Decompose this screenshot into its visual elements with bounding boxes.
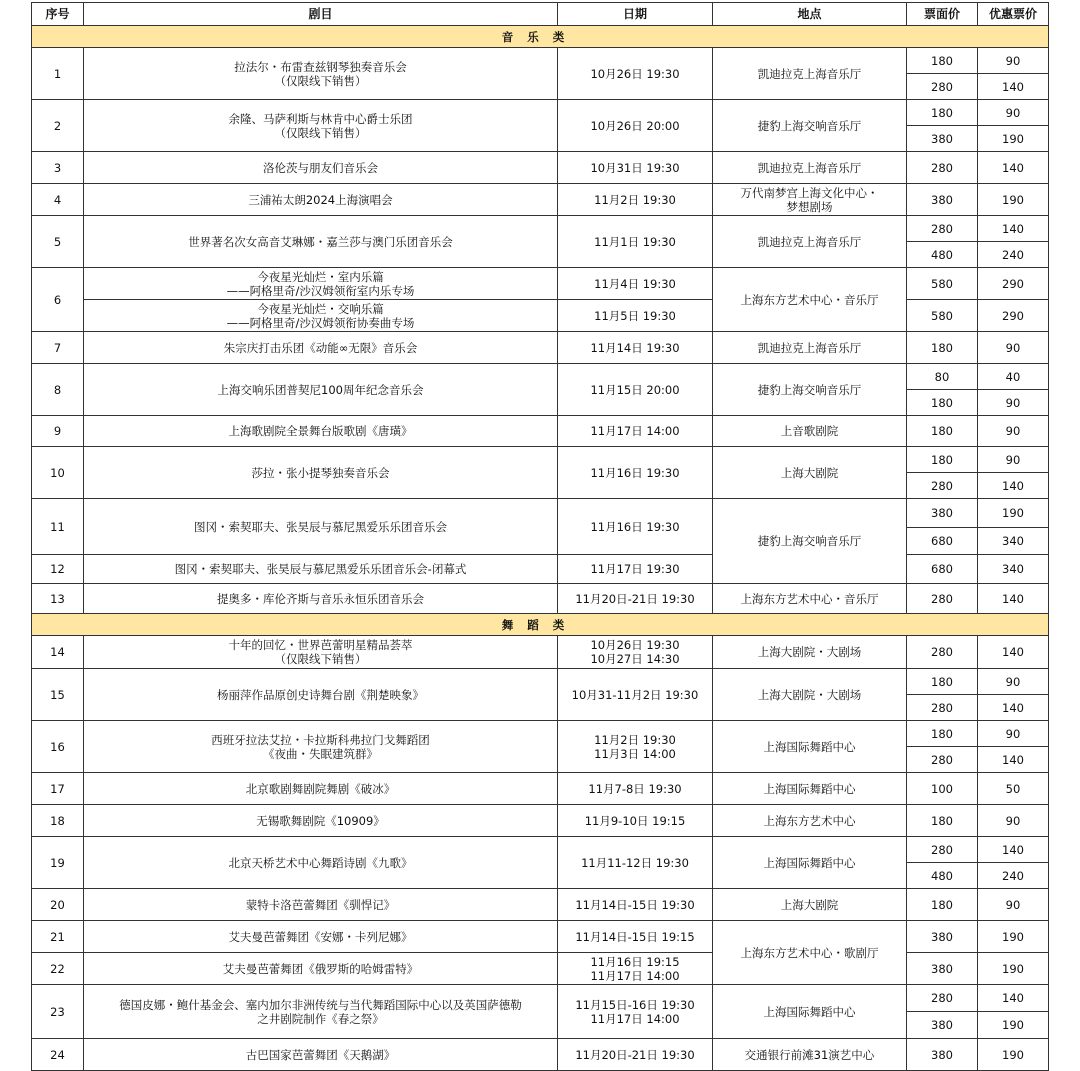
row-number: 10: [32, 447, 84, 499]
table-row: [32, 721, 1049, 747]
discount-price: 90: [978, 889, 1049, 921]
row-number: 1: [32, 48, 84, 100]
row-number: 17: [32, 773, 84, 805]
program-title: 艾夫曼芭蕾舞团《安娜・卡列尼娜》: [84, 921, 558, 953]
face-price: 280: [907, 985, 978, 1012]
program-date: 10月26日 19:30: [558, 48, 713, 100]
program-venue: 凯迪拉克上海音乐厅: [713, 216, 907, 268]
program-date: 11月15日-16日 19:30 11月17日 14:00: [558, 985, 713, 1039]
program-title: 拉法尔・布雷查兹钢琴独奏音乐会 （仅限线下销售）: [84, 48, 558, 100]
discount-price: 190: [978, 499, 1049, 528]
program-date: 10月26日 19:30 10月27日 14:30: [558, 636, 713, 669]
program-title: 莎拉・张小提琴独奏音乐会: [84, 447, 558, 499]
row-number: 2: [32, 100, 84, 152]
row-number: 13: [32, 584, 84, 614]
discount-price: 190: [978, 184, 1049, 216]
header-venue: 地点: [713, 3, 907, 26]
header-date: 日期: [558, 3, 713, 26]
category-row: [32, 614, 1049, 636]
discount-price: 140: [978, 152, 1049, 184]
row-number: 14: [32, 636, 84, 669]
face-price: 680: [907, 528, 978, 555]
face-price: 180: [907, 416, 978, 447]
row-number: 12: [32, 555, 84, 584]
face-price: 380: [907, 953, 978, 985]
program-date: 11月9-10日 19:15: [558, 805, 713, 837]
face-price: 280: [907, 695, 978, 721]
program-title: 图冈・索契耶夫、张昊辰与慕尼黑爱乐乐团音乐会: [84, 499, 558, 555]
discount-price: 90: [978, 332, 1049, 364]
discount-price: 190: [978, 953, 1049, 985]
program-title: 古巴国家芭蕾舞团《天鹅湖》: [84, 1039, 558, 1071]
face-price: 380: [907, 1012, 978, 1039]
face-price: 180: [907, 48, 978, 74]
category-label: 舞蹈类: [32, 614, 1049, 636]
program-venue: 捷豹上海交响音乐厅: [713, 100, 907, 152]
row-number: 15: [32, 669, 84, 721]
program-venue: 上海东方艺术中心・音乐厅: [713, 268, 907, 332]
row-number: 22: [32, 953, 84, 985]
face-price: 380: [907, 499, 978, 528]
program-venue: 上海东方艺术中心: [713, 805, 907, 837]
program-title: 杨丽萍作品原创史诗舞台剧《荆楚映象》: [84, 669, 558, 721]
face-price: 280: [907, 837, 978, 863]
discount-price: 40: [978, 364, 1049, 390]
program-venue: 上海大剧院: [713, 447, 907, 499]
program-title: 世界著名次女高音艾琳娜・嘉兰莎与澳门乐团音乐会: [84, 216, 558, 268]
row-number: 3: [32, 152, 84, 184]
program-title: 北京天桥艺术中心舞蹈诗剧《九歌》: [84, 837, 558, 889]
category-row: [32, 26, 1049, 48]
program-venue: 交通银行前滩31演艺中心: [713, 1039, 907, 1071]
row-number: 11: [32, 499, 84, 555]
program-title: 提奥多・库伦齐斯与音乐永恒乐团音乐会: [84, 584, 558, 614]
row-number: 18: [32, 805, 84, 837]
program-venue: 万代南梦宫上海文化中心・ 梦想剧场: [713, 184, 907, 216]
discount-price: 140: [978, 695, 1049, 721]
program-date: 11月2日 19:30: [558, 184, 713, 216]
header-title: 剧目: [84, 3, 558, 26]
face-price: 180: [907, 669, 978, 695]
program-venue: 捷豹上海交响音乐厅: [713, 364, 907, 416]
program-date: 11月20日-21日 19:30: [558, 584, 713, 614]
discount-price: 340: [978, 555, 1049, 584]
discount-price: 190: [978, 126, 1049, 152]
program-title: 朱宗庆打击乐团《动能∞无限》音乐会: [84, 332, 558, 364]
discount-price: 290: [978, 268, 1049, 300]
discount-price: 140: [978, 473, 1049, 499]
table-row: [32, 48, 1049, 74]
program-title: 今夜星光灿烂・室内乐篇 ——阿格里奇/沙汉姆领衔室内乐专场: [84, 268, 558, 300]
face-price: 180: [907, 447, 978, 473]
face-price: 100: [907, 773, 978, 805]
program-title: 上海交响乐团普契尼100周年纪念音乐会: [84, 364, 558, 416]
row-number: 16: [32, 721, 84, 773]
table-row: [32, 152, 1049, 184]
discount-price: 90: [978, 416, 1049, 447]
face-price: 280: [907, 584, 978, 614]
program-date: 11月14日-15日 19:30: [558, 889, 713, 921]
program-title: 德国皮娜・鲍什基金会、塞内加尔非洲传统与当代舞蹈国际中心以及英国萨德勒 之井剧院制作《春之祭》: [84, 985, 558, 1039]
program-date: 10月31日 19:30: [558, 152, 713, 184]
program-venue: 上音歌剧院: [713, 416, 907, 447]
face-price: 180: [907, 100, 978, 126]
header-discount: 优惠票价: [978, 3, 1049, 26]
program-title: 图冈・索契耶夫、张昊辰与慕尼黑爱乐乐团音乐会-闭幕式: [84, 555, 558, 584]
program-venue: 凯迪拉克上海音乐厅: [713, 48, 907, 100]
row-number: 6: [32, 268, 84, 332]
face-price: 280: [907, 152, 978, 184]
program-date: 11月14日 19:30: [558, 332, 713, 364]
table-row: [32, 332, 1049, 364]
face-price: 180: [907, 889, 978, 921]
program-venue: 凯迪拉克上海音乐厅: [713, 332, 907, 364]
program-date: 11月16日 19:30: [558, 499, 713, 555]
discount-price: 140: [978, 636, 1049, 669]
program-date: 11月1日 19:30: [558, 216, 713, 268]
row-number: 23: [32, 985, 84, 1039]
table-row: [32, 499, 1049, 528]
discount-price: 90: [978, 48, 1049, 74]
program-title: 今夜星光灿烂・交响乐篇 ——阿格里奇/沙汉姆领衔协奏曲专场: [84, 300, 558, 332]
program-venue: 凯迪拉克上海音乐厅: [713, 152, 907, 184]
category-label: 音乐类: [32, 26, 1049, 48]
face-price: 680: [907, 555, 978, 584]
face-price: 280: [907, 747, 978, 773]
program-title: 北京歌剧舞剧院舞剧《破冰》: [84, 773, 558, 805]
program-date: 10月26日 20:00: [558, 100, 713, 152]
table-row: [32, 889, 1049, 921]
face-price: 380: [907, 921, 978, 953]
table-row: [32, 364, 1049, 390]
table-row: [32, 184, 1049, 216]
discount-price: 140: [978, 747, 1049, 773]
program-venue: 上海国际舞蹈中心: [713, 773, 907, 805]
row-number: 7: [32, 332, 84, 364]
table-row: [32, 216, 1049, 242]
face-price: 480: [907, 863, 978, 889]
program-date: 11月7-8日 19:30: [558, 773, 713, 805]
header-price: 票面价: [907, 3, 978, 26]
program-date: 11月17日 19:30: [558, 555, 713, 584]
program-date: 10月31-11月2日 19:30: [558, 669, 713, 721]
program-date: 11月2日 19:30 11月3日 14:00: [558, 721, 713, 773]
face-price: 280: [907, 473, 978, 499]
program-title: 余隆、马萨利斯与林肯中心爵士乐团 （仅限线下销售）: [84, 100, 558, 152]
face-price: 380: [907, 1039, 978, 1071]
program-venue: 上海东方艺术中心・歌剧厅: [713, 921, 907, 985]
discount-price: 290: [978, 300, 1049, 332]
table-row: [32, 805, 1049, 837]
discount-price: 190: [978, 921, 1049, 953]
discount-price: 90: [978, 669, 1049, 695]
discount-price: 340: [978, 528, 1049, 555]
row-number: 20: [32, 889, 84, 921]
program-title: 十年的回忆・世界芭蕾明星精品荟萃 （仅限线下销售）: [84, 636, 558, 669]
program-venue: 上海东方艺术中心・音乐厅: [713, 584, 907, 614]
row-number: 24: [32, 1039, 84, 1071]
program-date: 11月11-12日 19:30: [558, 837, 713, 889]
program-venue: 上海大剧院・大剧场: [713, 669, 907, 721]
discount-price: 140: [978, 74, 1049, 100]
row-number: 8: [32, 364, 84, 416]
program-venue: 上海大剧院・大剧场: [713, 636, 907, 669]
discount-price: 90: [978, 447, 1049, 473]
table-row: [32, 773, 1049, 805]
program-date: 11月17日 14:00: [558, 416, 713, 447]
discount-price: 90: [978, 390, 1049, 416]
discount-price: 50: [978, 773, 1049, 805]
table-row: [32, 584, 1049, 614]
program-date: 11月5日 19:30: [558, 300, 713, 332]
face-price: 180: [907, 721, 978, 747]
face-price: 580: [907, 268, 978, 300]
row-number: 4: [32, 184, 84, 216]
program-title: 艾夫曼芭蕾舞团《俄罗斯的哈姆雷特》: [84, 953, 558, 985]
table-row: [32, 837, 1049, 863]
discount-price: 190: [978, 1012, 1049, 1039]
face-price: 480: [907, 242, 978, 268]
table-row: [32, 921, 1049, 953]
discount-price: 90: [978, 805, 1049, 837]
program-date: 11月16日 19:30: [558, 447, 713, 499]
row-number: 21: [32, 921, 84, 953]
schedule-table: [31, 2, 1049, 1071]
row-number: 5: [32, 216, 84, 268]
discount-price: 90: [978, 721, 1049, 747]
discount-price: 240: [978, 863, 1049, 889]
table-row: [32, 985, 1049, 1012]
program-title: 洛伦茨与朋友们音乐会: [84, 152, 558, 184]
face-price: 580: [907, 300, 978, 332]
table-row: [32, 1039, 1049, 1071]
discount-price: 140: [978, 837, 1049, 863]
row-number: 19: [32, 837, 84, 889]
discount-price: 140: [978, 216, 1049, 242]
program-venue: 上海大剧院: [713, 889, 907, 921]
program-venue: 上海国际舞蹈中心: [713, 837, 907, 889]
program-venue: 上海国际舞蹈中心: [713, 985, 907, 1039]
face-price: 380: [907, 126, 978, 152]
table-row: [32, 100, 1049, 126]
discount-price: 90: [978, 100, 1049, 126]
table-row: [32, 416, 1049, 447]
face-price: 180: [907, 390, 978, 416]
program-date: 11月20日-21日 19:30: [558, 1039, 713, 1071]
program-title: 上海歌剧院全景舞台版歌剧《唐璜》: [84, 416, 558, 447]
face-price: 80: [907, 364, 978, 390]
table-row: [32, 669, 1049, 695]
table-row: [32, 268, 1049, 300]
face-price: 280: [907, 216, 978, 242]
header-row: [32, 3, 1049, 26]
discount-price: 140: [978, 985, 1049, 1012]
face-price: 380: [907, 184, 978, 216]
table-row: [32, 636, 1049, 669]
face-price: 180: [907, 332, 978, 364]
program-date: 11月15日 20:00: [558, 364, 713, 416]
program-date: 11月16日 19:15 11月17日 14:00: [558, 953, 713, 985]
program-title: 蒙特卡洛芭蕾舞团《驯悍记》: [84, 889, 558, 921]
program-venue: 上海国际舞蹈中心: [713, 721, 907, 773]
program-date: 11月4日 19:30: [558, 268, 713, 300]
discount-price: 240: [978, 242, 1049, 268]
header-no: 序号: [32, 3, 84, 26]
table-row: [32, 447, 1049, 473]
program-date: 11月14日-15日 19:15: [558, 921, 713, 953]
discount-price: 140: [978, 584, 1049, 614]
program-title: 西班牙拉法艾拉・卡拉斯科弗拉门戈舞蹈团 《夜曲・失眠建筑群》: [84, 721, 558, 773]
program-title: 无锡歌舞剧院《10909》: [84, 805, 558, 837]
row-number: 9: [32, 416, 84, 447]
face-price: 280: [907, 636, 978, 669]
program-venue: 捷豹上海交响音乐厅: [713, 499, 907, 584]
program-title: 三浦祐太朗2024上海演唱会: [84, 184, 558, 216]
face-price: 180: [907, 805, 978, 837]
discount-price: 190: [978, 1039, 1049, 1071]
face-price: 280: [907, 74, 978, 100]
